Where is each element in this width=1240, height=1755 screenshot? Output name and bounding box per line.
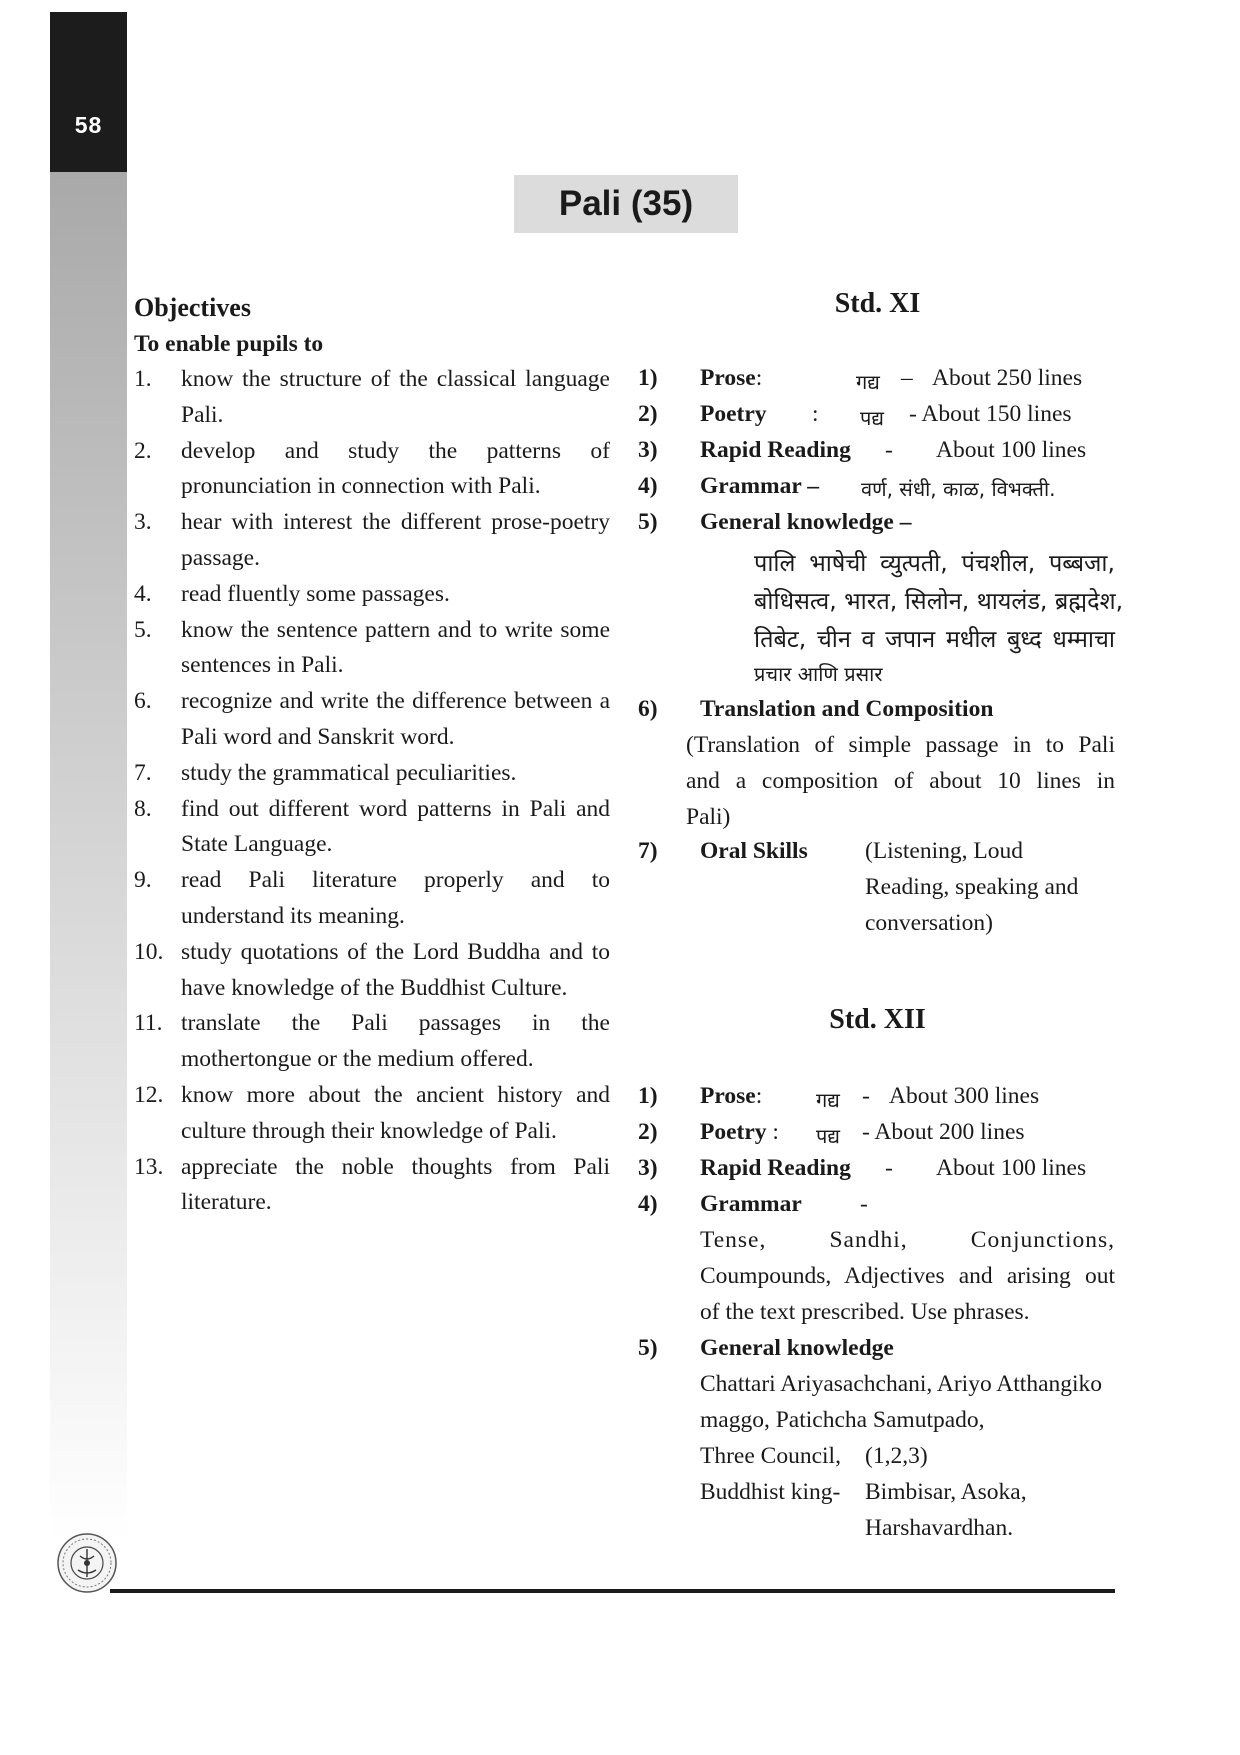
objective-number: 4.: [134, 580, 152, 607]
std11-prose-dash: –: [901, 365, 913, 391]
objective-number: 3.: [134, 509, 152, 536]
objectives-heading: Objectives: [134, 293, 251, 322]
std12-rapid-num: 3): [638, 1155, 658, 1181]
objective-text: hear with interest the different prose-poetry passage.: [181, 509, 610, 571]
objective-text: read fluently some passages.: [181, 580, 450, 607]
objective-number: 12.: [134, 1081, 164, 1108]
std11-translation-line-1: (Translation of simple passage in to Pali: [686, 732, 1115, 758]
std11-gk-label: General knowledge –: [700, 509, 912, 535]
std11-oral-line-3: conversation): [865, 910, 993, 936]
std11-prose-marathi: गद्य: [856, 370, 880, 394]
objective-text: read Pali literature properly and to understand its meaning.: [181, 867, 610, 929]
objectives-subheading: To enable pupils to: [134, 331, 324, 357]
objective-item: [134, 935, 610, 1007]
page-number: 58: [74, 112, 103, 138]
std12-gk-line-1: Chattari Ariyasachchani, Ariyo Atthangiko: [700, 1371, 1103, 1397]
std12-gk-line-2: maggo, Patichcha Samutpado,: [700, 1407, 985, 1433]
objective-text: translate the Pali passages in the mothertongue or the medium offered.: [181, 1010, 610, 1073]
std12-gk-council-label: Three Council,: [700, 1443, 841, 1469]
objective-text: know more about the ancient history and culture through their knowledge of Pali.: [181, 1081, 610, 1144]
objective-text: appreciate the noble thoughts from Pali literature.: [181, 1153, 610, 1216]
std12-grammar-line-2: Coumpounds, Adjectives and arising out: [700, 1263, 1115, 1289]
std11-prose-num: 1): [638, 365, 658, 391]
objectives-list: [134, 362, 610, 1221]
side-gradient-band: [50, 172, 127, 1544]
std12-gk-council-value: (1,2,3): [865, 1443, 928, 1469]
std12-poetry-text: - About 200 lines: [862, 1119, 1025, 1145]
std11-translation-num: 6): [638, 696, 658, 722]
std11-heading: Std. XI: [834, 288, 921, 319]
std11-gk-num: 5): [638, 509, 658, 535]
std11-gk-line-2: बोधिसत्व, भारत, सिलोन, थायलंड, ब्रह्मदेश,: [754, 587, 1124, 615]
std12-prose-text: About 300 lines: [889, 1083, 1040, 1109]
objective-text: study the grammatical peculiarities.: [181, 759, 517, 786]
std11-rapid-num: 3): [638, 437, 658, 463]
objective-text: study quotations of the Lord Buddha and to have knowledge of the Buddhist Culture.: [181, 938, 610, 1001]
std11-rapid-label: Rapid Reading: [700, 437, 851, 463]
objective-number: 13.: [134, 1153, 164, 1180]
std12-poetry-label: [700, 1119, 779, 1146]
std11-oral-line-1: (Listening, Loud: [865, 838, 1023, 864]
std12-rapid-label: Rapid Reading: [700, 1155, 851, 1181]
std12-poetry-colon: :: [772, 1119, 779, 1145]
objective-number: 6.: [134, 688, 152, 715]
std12-grammar-num: 4): [638, 1191, 658, 1217]
objective-text: find out different word patterns in Pali and State Language.: [181, 795, 610, 858]
std12-prose-dash: -: [862, 1083, 870, 1109]
page-title: Pali (35): [558, 184, 694, 223]
objective-item: [134, 863, 610, 935]
objective-number: 11.: [134, 1010, 163, 1037]
objective-item: [134, 362, 610, 434]
objective-item: [134, 505, 610, 577]
objective-item: [134, 756, 610, 792]
std11-grammar-num: 4): [638, 473, 658, 499]
page-number-tab: [50, 12, 127, 172]
std11-prose-label: [700, 365, 762, 392]
objective-item: [134, 1006, 610, 1078]
std11-gk-line-4: प्रचार आणि प्रसार: [754, 662, 883, 686]
std11-gk-line-3: तिबेट, चीन व जपान मधील बुध्द धम्माचा: [754, 625, 1115, 653]
std11-poetry-colon: :: [812, 401, 819, 427]
std11-translation-label: Translation and Composition: [700, 696, 994, 722]
std12-gk-king-value-2: Harshavardhan.: [865, 1515, 1014, 1541]
objective-item: [134, 684, 610, 756]
std12-prose-num: 1): [638, 1083, 658, 1109]
std12-heading: Std. XII: [829, 1004, 926, 1035]
std12-poetry-marathi: पद्य: [816, 1124, 840, 1148]
std12-gk-num: 5): [638, 1335, 658, 1361]
std12-rapid-dash: -: [885, 1155, 893, 1181]
objective-number: 1.: [134, 366, 152, 392]
std11-poetry-num: 2): [638, 401, 658, 427]
objective-item: [134, 1150, 610, 1222]
std11-poetry-text: - About 150 lines: [909, 401, 1072, 427]
std11-rapid-text: About 100 lines: [936, 437, 1087, 463]
objective-text: recognize and write the difference between a Pali word and Sanskrit word.: [181, 688, 610, 750]
std11-grammar-label: Grammar –: [700, 473, 819, 499]
std12-gk-king-label: Buddhist king-: [700, 1479, 841, 1505]
std11-grammar-text: वर्ण, संधी, काळ, विभक्ती.: [861, 477, 1056, 501]
objective-number: 2.: [134, 437, 152, 464]
std11-poetry-marathi: पद्य: [860, 406, 884, 430]
std11-gk-line-1: पालि भाषेची व्युत्पती, पंचशील, पब्बजा,: [754, 549, 1115, 577]
objective-item: [134, 613, 610, 685]
objective-item: [134, 434, 610, 506]
std12-gk-label: General knowledge: [700, 1335, 894, 1361]
emblem-seal-icon: [56, 1532, 118, 1594]
std12-prose-label-text: Prose: [700, 1083, 756, 1109]
std12-prose-label: [700, 1083, 762, 1110]
std12-rapid-text: About 100 lines: [936, 1155, 1087, 1181]
objective-text: know the sentence pattern and to write some sentences in Pali.: [181, 616, 610, 679]
std11-prose-text: About 250 lines: [932, 365, 1083, 391]
std11-translation-line-2: and a composition of about 10 lines in: [686, 768, 1115, 794]
std12-poetry-num: 2): [638, 1119, 658, 1145]
objective-number: 7.: [134, 759, 152, 786]
std12-grammar-dash: -: [860, 1191, 868, 1217]
objective-number: 9.: [134, 867, 152, 894]
std11-prose-label-text: Prose: [700, 365, 756, 391]
objective-number: 8.: [134, 795, 152, 822]
std12-prose-colon: :: [755, 1083, 763, 1109]
std11-oral-num: 7): [638, 838, 658, 864]
std12-gk-king-value-1: Bimbisar, Asoka,: [865, 1479, 1027, 1505]
std11-prose-colon: :: [755, 365, 763, 391]
objective-number: 5.: [134, 616, 152, 643]
std12-grammar-label: Grammar: [700, 1191, 802, 1217]
objective-item: [134, 577, 610, 613]
objective-text: know the structure of the classical language Pali.: [181, 366, 610, 428]
std11-oral-line-2: Reading, speaking and: [865, 874, 1079, 900]
objective-item: [134, 1078, 610, 1150]
std11-translation-line-3: Pali): [686, 804, 731, 830]
std11-oral-label: Oral Skills: [700, 838, 808, 864]
objectives-section: [134, 290, 610, 1221]
std12-grammar-line-3: of the text prescribed. Use phrases.: [700, 1299, 1030, 1325]
std12-poetry-label-text: Poetry: [700, 1119, 767, 1145]
std11-poetry-label: Poetry: [700, 401, 767, 427]
objective-item: [134, 792, 610, 864]
std12-grammar-line-1: Tense, Sandhi, Conjunctions,: [700, 1227, 1115, 1253]
objective-number: 10.: [134, 938, 164, 965]
objective-text: develop and study the patterns of pronunciation in connection with Pali.: [181, 437, 610, 500]
std12-prose-marathi: गद्य: [816, 1088, 840, 1112]
page-title-box: [514, 175, 738, 233]
std11-rapid-dash: -: [885, 437, 893, 463]
footer-rule: [110, 1589, 1115, 1593]
